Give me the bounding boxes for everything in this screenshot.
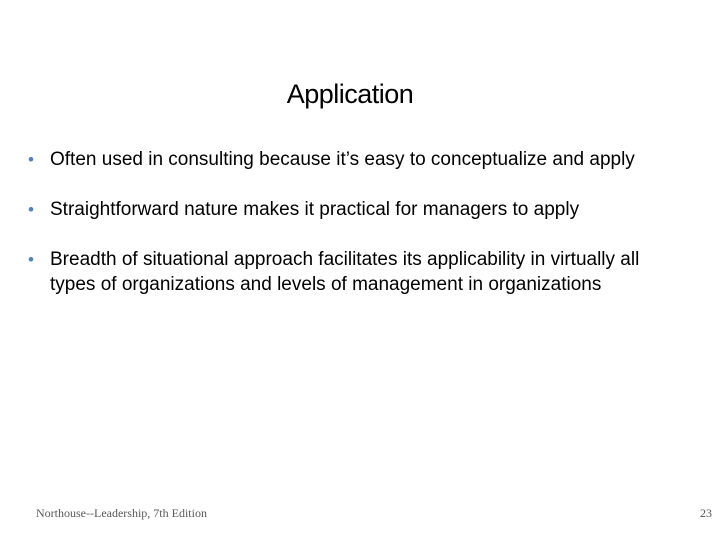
bullet-marker: • <box>28 250 34 269</box>
bullet-marker: • <box>28 200 34 219</box>
bullet-text: Breadth of situational approach facilitates its applicability in virtually all types of organizations and levels of management in organizations <box>50 249 640 295</box>
bullet-item <box>28 147 678 172</box>
bullet-item <box>28 197 678 222</box>
slide-title: Application <box>286 79 414 109</box>
slide-footer: Northouse--Leadership, 7th Edition <box>36 506 207 520</box>
bullet-marker: • <box>28 150 34 169</box>
bullet-text: Often used in consulting because it’s easy to conceptualize and apply <box>50 149 635 170</box>
bullet-item <box>28 247 678 297</box>
bullet-text: Straightforward nature makes it practical for managers to apply <box>50 199 580 220</box>
bullet-list <box>28 147 678 322</box>
page-number: 23 <box>700 506 712 520</box>
